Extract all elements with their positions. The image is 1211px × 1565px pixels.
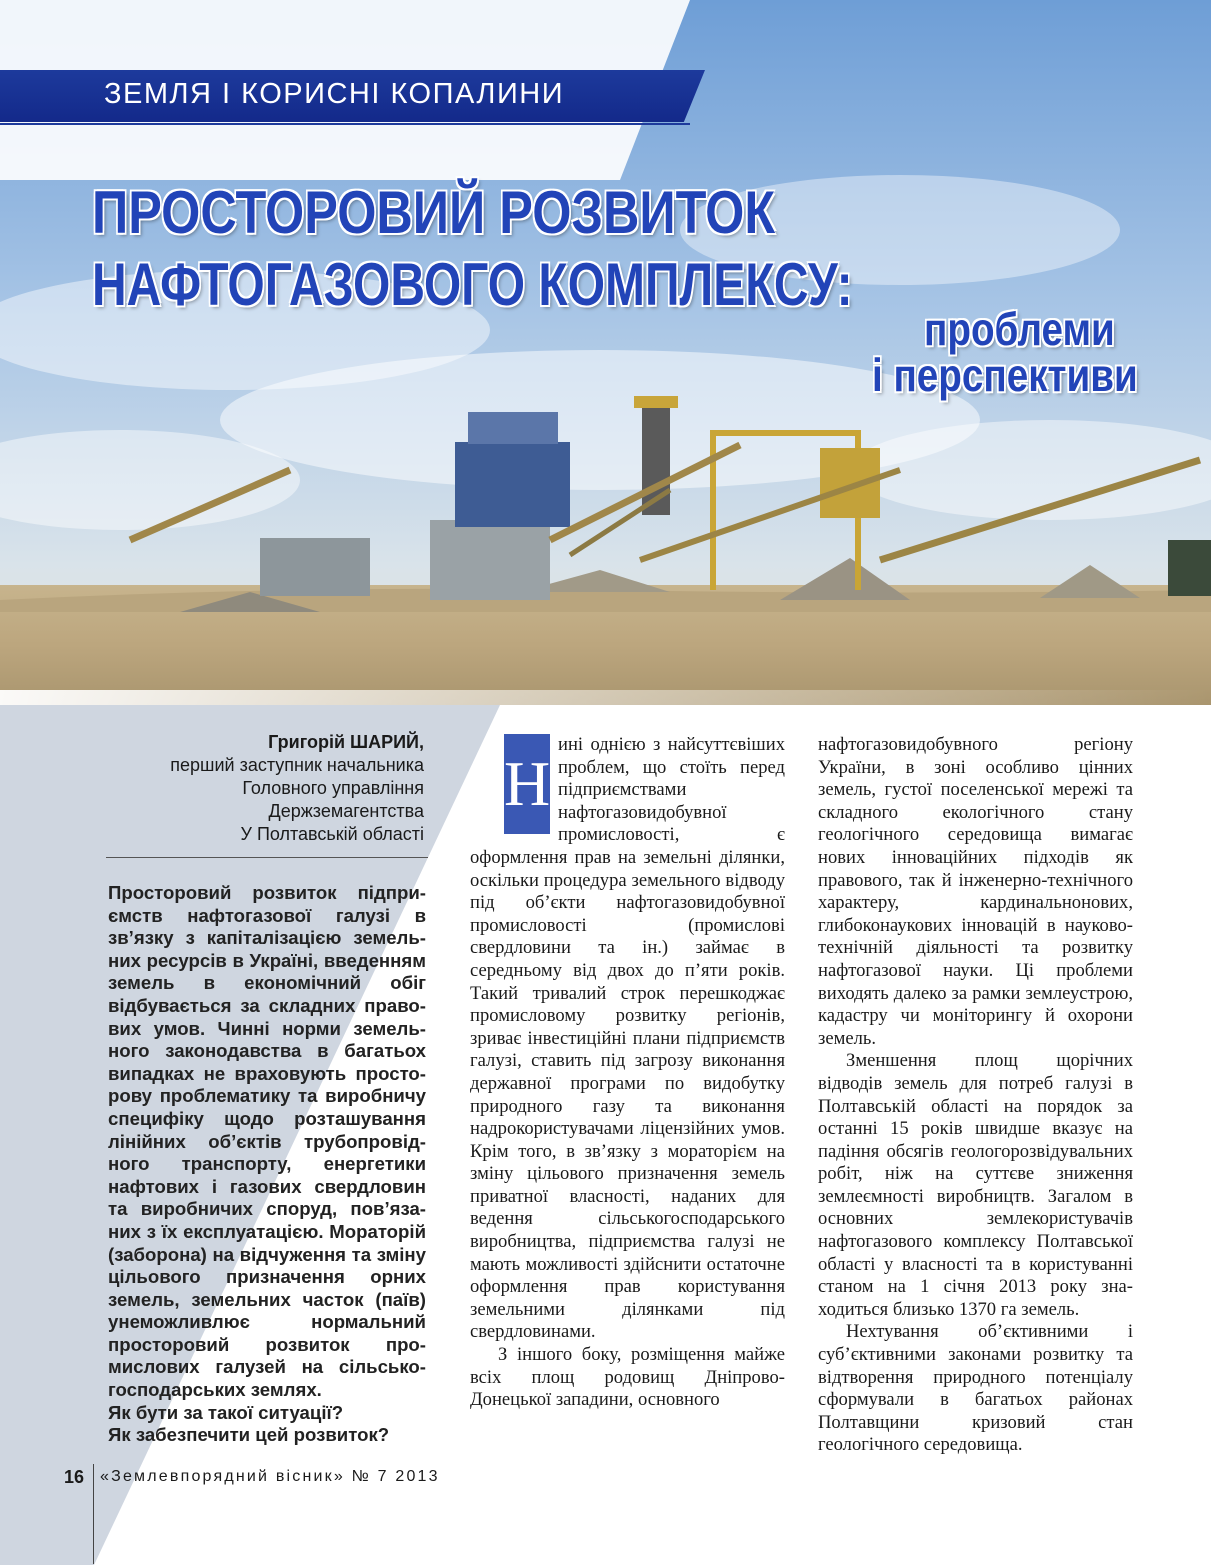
article-column-3 [818, 734, 1133, 1457]
article-title-line-2: НАФТОГАЗОВОГО КОМПЛЕКСУ: [92, 251, 853, 318]
author-position-line: Держземагентства [268, 801, 424, 821]
page-footer [0, 1464, 1211, 1494]
author-block [100, 731, 424, 846]
article-subtitle-line-2: і перспективи [872, 349, 1138, 401]
author-name: Григорій ШАРИЙ, [268, 732, 424, 752]
lead-question: Як бути за такої ситуації? [108, 1401, 344, 1423]
dropcap: Н [504, 734, 550, 834]
section-bar-underline [0, 123, 690, 125]
article-paragraph-continued: нафтогазовидобувного регіону України, в зоні особливо цінних земель, густої поселенської мережі та складного екологічного стану геологічного середовища вимагає нових інноваційних підходів як правового, так й інженерно-технічного характеру, кардинальнонових, глибоконаукових інновацій в науково-технічній діяльності та розвитку нафтогазової науки. Ці проблеми виходять далеко за рамки землеустрою, кадастру чи моніторингу й охорони земель. [818, 734, 1133, 1049]
article-paragraph: Нехтування об’єктивними і суб’єктивними законами розвитку та відтворення природного потенціалу сформували в багатьох районах Полтавщини кризовий стан геологічного середовища. [818, 1321, 1133, 1456]
article-title-line-1: ПРОСТОРОВИЙ РОЗВИТОК [92, 179, 776, 246]
author-position-line: Головного управління [242, 778, 424, 798]
article-paragraph: ині однією з найсуттєвіших проблем, що стоїть перед підприємствами нафтогазовидобувної промисловості, є оформлення прав на земельні ділянки, оскільки процедура земельного відводу під об’єкти нафтогазовидобувної промисловості (промислові свердловини та ін.) займає в середньому від двох до п’яти років. Такий тривалий строк перешкоджає промисловому розвитку регіонів, зриває інвестиційні плани підприємств галузі, ставить під загрозу виконання державної програми по видобутку природного газу та виконання надрокористувачами ліцензійних умов. Крім того, в зв’язку з мораторієм на зміну цільового призначення земель приватної власності, наданих для ведення сільськогосподарського виробництва, підприємства галузі не мають можливості здійснити остаточне оформлення прав користування земельними ділянками під свердловинами. [470, 734, 785, 1343]
article-paragraph: Зменшення площ щорічних відводів земель для потреб галузі в Полтавській області на порядок за останні 15 років швидше вказує на падіння обсягів геологорозвідувальних робіт, ніж на суттєве зниження землеємності виробництв. Загалом в основних землекористувачів нафтогазового комплексу Полтавської області у власності та в користуванні станом на 1 січня 2013 року знаходиться близько 1370 га земель. [818, 1050, 1133, 1320]
author-divider [106, 857, 428, 858]
article-column-2 [470, 734, 785, 1412]
footer-divider [93, 1464, 94, 1564]
author-position-line: перший заступник начальника [170, 755, 424, 775]
article-paragraph: З іншого боку, розміщення майже всіх площ родовищ Дніпрово-Донецької западини, основного [470, 1344, 785, 1411]
lead-question: Як забезпечити цей розвиток? [108, 1424, 390, 1446]
page-number: 16 [64, 1467, 85, 1487]
author-position-line: У Полтавській області [240, 824, 424, 844]
section-title: ЗЕМЛЯ І КОРИСНІ КОПАЛИНИ [104, 78, 565, 110]
lead-text: Просторовий розвиток підприємств нафтогазової галузі в зв’язку з капіталізацією земельних ресурсів в Україні, введенням земель в економічний обіг відбувається за складних правових умов. Чинні норми земельного законодавства в багатьох випадках не враховують просторову проблематику та виробничу специфіку щодо розташування лінійних об’єктів трубопровідного транспорту, енергетики нафтових і газових свердловин та виробничих споруд, пов’язаних з їх експлуатацією. Мораторій (заборона) на відчуження та зміну цільового призначення орних земель, земельних часток (паїв) унеможливлює нормальний просторовий розвиток промислових галузей на сільськогосподарських землях. [108, 882, 426, 1401]
article-subtitle-line-1: проблеми [924, 303, 1115, 355]
journal-name: «Землевпорядний вісник» № 7 2013 [100, 1468, 440, 1485]
lead-paragraph [108, 882, 426, 1447]
